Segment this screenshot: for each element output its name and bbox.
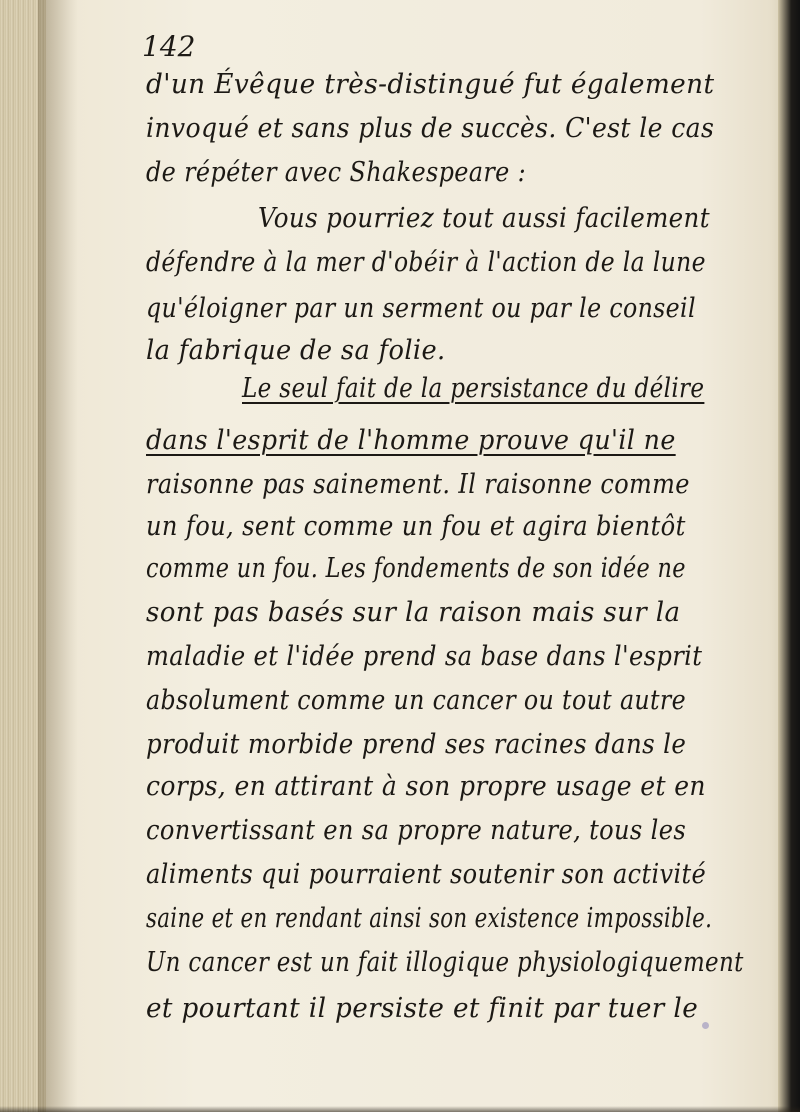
text-line: saine et en rendant ainsi son existence impossible. xyxy=(146,903,713,934)
text-line: produit morbide prend ses racines dans le xyxy=(146,729,687,760)
text-line: comme un fou. Les fondements de son idée ne xyxy=(146,553,686,584)
text-line: convertissant en sa propre nature, tous les xyxy=(146,815,687,846)
text-line: la fabrique de sa folie. xyxy=(146,335,446,366)
text-line: et pourtant il persiste et finit par tuer le xyxy=(146,993,699,1024)
text-line: corps, en attirant à son propre usage et en xyxy=(146,771,706,802)
text-line: maladie et l'idée prend sa base dans l'esprit xyxy=(146,641,703,672)
text-line: Vous pourriez tout aussi facilement xyxy=(258,203,710,234)
text-line: raisonne pas sainement. Il raisonne comme xyxy=(146,469,690,500)
text-line: de répéter avec Shakespeare : xyxy=(146,157,527,188)
text-line: absolument comme un cancer ou tout autre xyxy=(146,685,686,716)
ink-dot xyxy=(702,1022,709,1029)
text-line: d'un Évêque très-distingué fut également xyxy=(146,69,715,100)
text-line: défendre à la mer d'obéir à l'action de la lune xyxy=(146,247,706,278)
text-line: invoqué et sans plus de succès. C'est le cas xyxy=(146,113,715,144)
text-line: sont pas basés sur la raison mais sur la xyxy=(146,597,681,628)
underlined-text-line: dans l'esprit de l'homme prouve qu'il ne xyxy=(146,425,676,456)
page-number: 142 xyxy=(142,30,196,63)
text-line: Un cancer est un fait illogique physiologiquement xyxy=(146,947,744,978)
text-line: aliments qui pourraient soutenir son activité xyxy=(146,859,707,890)
underlined-text-line: Le seul fait de la persistance du délire xyxy=(242,373,705,404)
text-line: qu'éloigner par un serment ou par le conseil xyxy=(146,293,696,324)
text-line: un fou, sent comme un fou et agira bientôt xyxy=(146,511,686,542)
